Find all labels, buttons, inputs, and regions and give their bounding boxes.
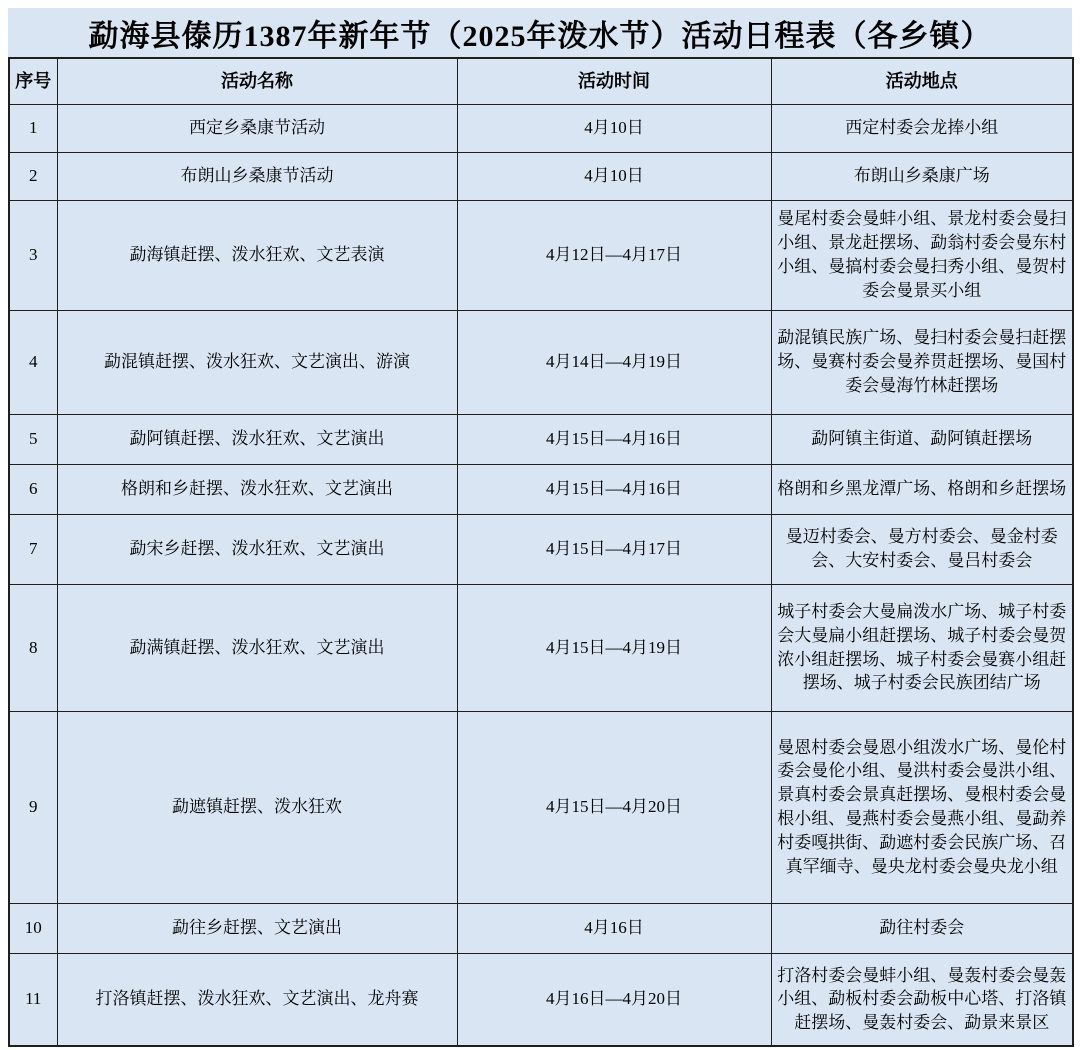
title-bar	[8, 8, 1072, 57]
cell-time: 4月15日—4月19日	[457, 584, 771, 711]
table-row	[9, 200, 1073, 310]
table-row	[9, 514, 1073, 584]
table-row	[9, 310, 1073, 414]
table-row	[9, 903, 1073, 953]
cell-place: 打洛村委会曼蚌小组、曼轰村委会曼轰小组、勐板村委会勐板中心塔、打洛镇赶摆场、曼轰村委会、勐景来景区	[771, 953, 1073, 1046]
cell-no: 4	[9, 310, 57, 414]
cell-name: 勐海镇赶摆、泼水狂欢、文艺表演	[57, 200, 457, 310]
cell-name: 打洛镇赶摆、泼水狂欢、文艺演出、龙舟赛	[57, 953, 457, 1046]
cell-name: 勐混镇赶摆、泼水狂欢、文艺演出、游演	[57, 310, 457, 414]
cell-no: 7	[9, 514, 57, 584]
cell-time: 4月15日—4月16日	[457, 414, 771, 464]
header-cell-name: 活动名称	[57, 58, 457, 104]
cell-time: 4月10日	[457, 152, 771, 200]
cell-no: 11	[9, 953, 57, 1046]
cell-no: 10	[9, 903, 57, 953]
cell-place: 曼尾村委会曼蚌小组、景龙村委会曼扫小组、景龙赶摆场、勐翁村委会曼东村小组、曼搞村委会曼扫秀小组、曼贺村委会曼景买小组	[771, 200, 1073, 310]
header-cell-no: 序号	[9, 58, 57, 104]
cell-place: 布朗山乡桑康广场	[771, 152, 1073, 200]
cell-name: 勐宋乡赶摆、泼水狂欢、文艺演出	[57, 514, 457, 584]
cell-time: 4月16日—4月20日	[457, 953, 771, 1046]
page-title: 勐海县傣历1387年新年节（2025年泼水节）活动日程表（各乡镇）	[88, 19, 992, 53]
cell-no: 2	[9, 152, 57, 200]
cell-place: 曼迈村委会、曼方村委会、曼金村委会、大安村委会、曼吕村委会	[771, 514, 1073, 584]
table-row	[9, 584, 1073, 711]
cell-place: 勐阿镇主街道、勐阿镇赶摆场	[771, 414, 1073, 464]
cell-place: 城子村委会大曼扁泼水广场、城子村委会大曼扁小组赶摆场、城子村委会曼贺浓小组赶摆场、城子村委会曼赛小组赶摆场、城子村委会民族团结广场	[771, 584, 1073, 711]
cell-no: 9	[9, 711, 57, 903]
table-row	[9, 104, 1073, 152]
cell-time: 4月15日—4月17日	[457, 514, 771, 584]
cell-no: 3	[9, 200, 57, 310]
table-row	[9, 414, 1073, 464]
cell-name: 勐遮镇赶摆、泼水狂欢	[57, 711, 457, 903]
schedule-table	[8, 57, 1074, 1047]
cell-place: 格朗和乡黑龙潭广场、格朗和乡赶摆场	[771, 464, 1073, 514]
header-cell-time: 活动时间	[457, 58, 771, 104]
header-row	[9, 58, 1073, 104]
header-cell-place: 活动地点	[771, 58, 1073, 104]
cell-place: 勐混镇民族广场、曼扫村委会曼扫赶摆场、曼赛村委会曼养贯赶摆场、曼国村委会曼海竹林赶摆场	[771, 310, 1073, 414]
cell-name: 格朗和乡赶摆、泼水狂欢、文艺演出	[57, 464, 457, 514]
cell-time: 4月14日—4月19日	[457, 310, 771, 414]
table-row	[9, 953, 1073, 1046]
cell-time: 4月15日—4月16日	[457, 464, 771, 514]
cell-name: 勐阿镇赶摆、泼水狂欢、文艺演出	[57, 414, 457, 464]
cell-name: 布朗山乡桑康节活动	[57, 152, 457, 200]
table-row	[9, 711, 1073, 903]
cell-name: 西定乡桑康节活动	[57, 104, 457, 152]
cell-no: 8	[9, 584, 57, 711]
table-row	[9, 464, 1073, 514]
cell-name: 勐满镇赶摆、泼水狂欢、文艺演出	[57, 584, 457, 711]
cell-place: 曼恩村委会曼恩小组泼水广场、曼伦村委会曼伦小组、曼洪村委会曼洪小组、景真村委会景真赶摆场、曼根村委会曼根小组、曼燕村委会曼燕小组、曼勐养村委嘎拱街、勐遮村委会民族广场、召真罕缅寺、曼央龙村委会曼央龙小组	[771, 711, 1073, 903]
cell-place: 勐往村委会	[771, 903, 1073, 953]
cell-time: 4月12日—4月17日	[457, 200, 771, 310]
table-row	[9, 152, 1073, 200]
cell-no: 1	[9, 104, 57, 152]
schedule-sheet	[8, 8, 1072, 1047]
cell-no: 6	[9, 464, 57, 514]
cell-no: 5	[9, 414, 57, 464]
cell-time: 4月16日	[457, 903, 771, 953]
cell-time: 4月10日	[457, 104, 771, 152]
cell-name: 勐往乡赶摆、文艺演出	[57, 903, 457, 953]
cell-place: 西定村委会龙捧小组	[771, 104, 1073, 152]
cell-time: 4月15日—4月20日	[457, 711, 771, 903]
